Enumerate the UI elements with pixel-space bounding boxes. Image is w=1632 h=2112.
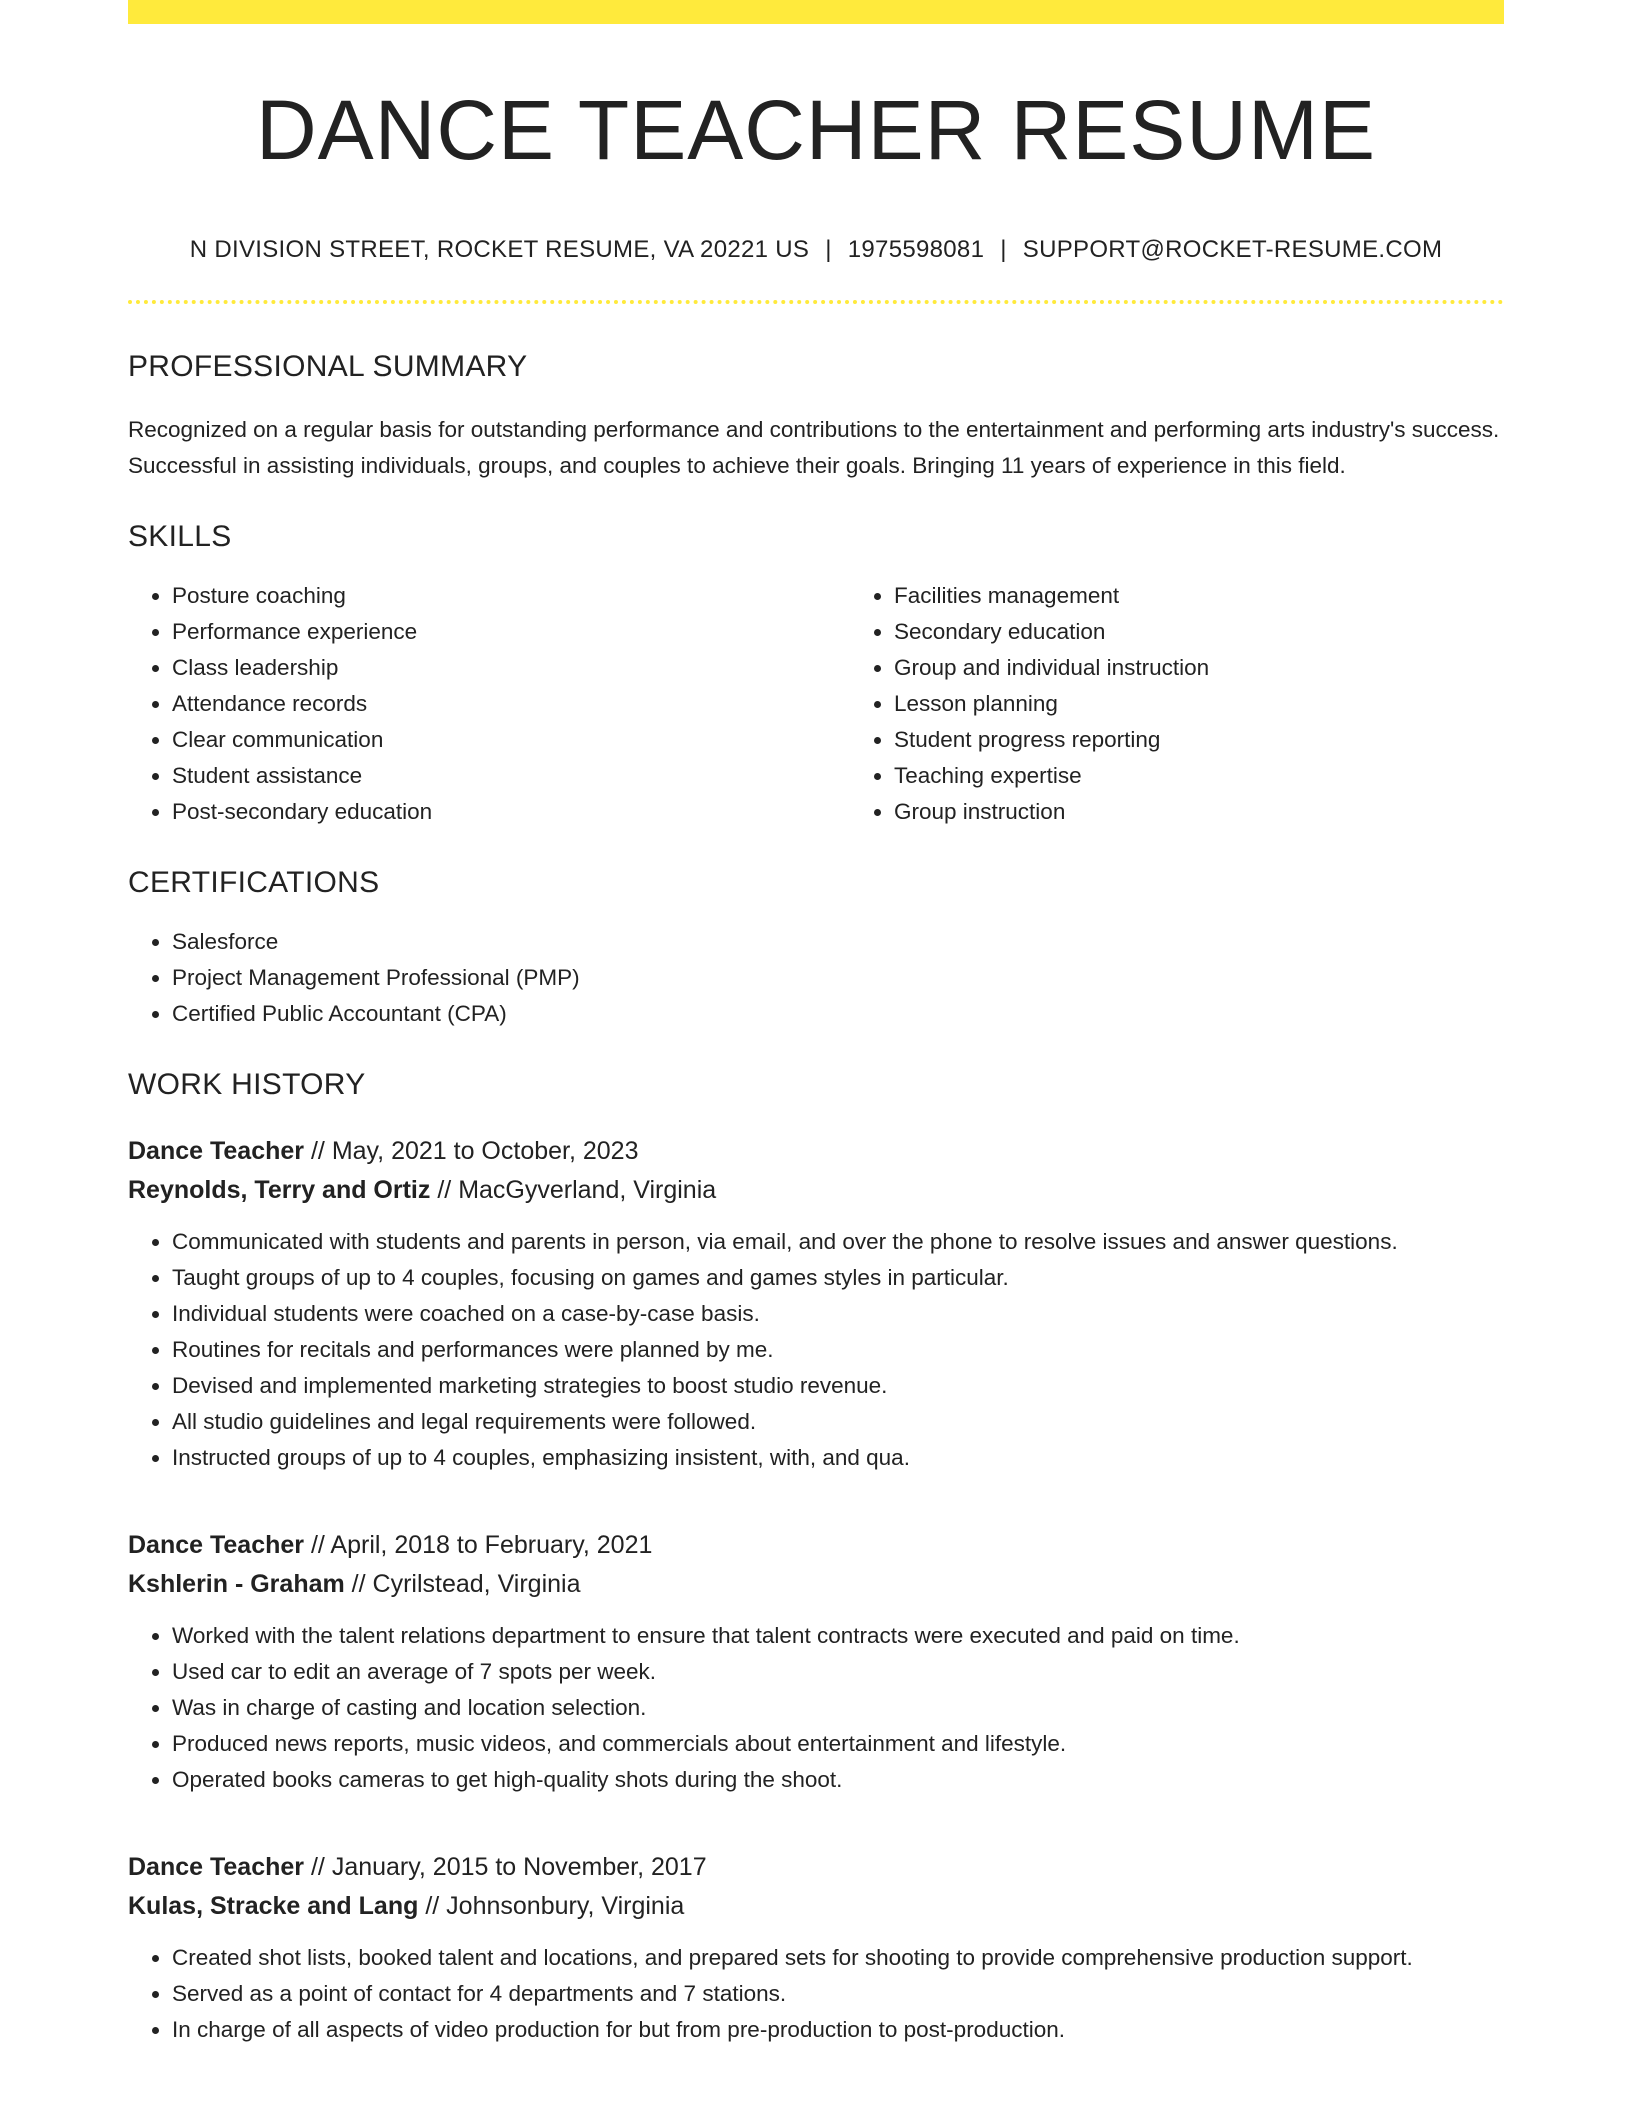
- job-bullet: • Produced news reports, music videos, and commercials about entertainment and lifestyle.: [172, 1726, 1504, 1762]
- certifications-section: [128, 866, 1504, 1032]
- skill-item: • Secondary education: [894, 614, 1572, 650]
- job-bullet: • Worked with the talent relations department to ensure that talent contracts were executed and paid on time.: [172, 1618, 1504, 1654]
- certification-item: • Certified Public Accountant (CPA): [172, 996, 1504, 1032]
- skill-item: • Group and individual instruction: [894, 650, 1572, 686]
- job-entry: [128, 1132, 1504, 1476]
- job-separator: //: [304, 1137, 332, 1166]
- contact-address: N DIVISION STREET, ROCKET RESUME, VA 20221 US: [189, 236, 810, 264]
- dotted-divider: [128, 300, 1504, 304]
- certification-item: • Project Management Professional (PMP): [172, 960, 1504, 996]
- accent-top-bar: [128, 0, 1504, 24]
- contact-email: SUPPORT@ROCKET-RESUME.COM: [1022, 236, 1443, 264]
- job-bullet: • Operated books cameras to get high-quality shots during the shoot.: [172, 1762, 1504, 1798]
- skill-item: • Performance experience: [172, 614, 850, 650]
- job-separator: //: [304, 1853, 332, 1882]
- job-title-line: [128, 1526, 1504, 1565]
- section-heading-skills: SKILLS: [128, 520, 232, 554]
- job-bullet: • Routines for recitals and performances were planned by me.: [172, 1332, 1504, 1368]
- job-bullet: • Used car to edit an average of 7 spots per week.: [172, 1654, 1504, 1690]
- contact-separator: |: [1000, 236, 1007, 264]
- job-dates: April, 2018 to February, 2021: [330, 1531, 653, 1560]
- contact-line: [128, 236, 1504, 264]
- job-bullet: • Devised and implemented marketing strategies to boost studio revenue.: [172, 1368, 1504, 1404]
- job-bullets: [128, 1618, 1504, 1798]
- skill-item: • Student progress reporting: [894, 722, 1572, 758]
- job-separator: //: [344, 1570, 373, 1599]
- job-title-line: [128, 1132, 1504, 1171]
- job-dates: January, 2015 to November, 2017: [331, 1853, 707, 1882]
- skill-item: • Class leadership: [172, 650, 850, 686]
- job-bullet: • In charge of all aspects of video production for but from pre-production to post-production.: [172, 2012, 1504, 2048]
- job-location: Johnsonbury, Virginia: [446, 1892, 685, 1921]
- skill-item: • Clear communication: [172, 722, 850, 758]
- section-heading-work-history: WORK HISTORY: [128, 1068, 366, 1102]
- section-heading-certifications: CERTIFICATIONS: [128, 866, 380, 900]
- job-separator: //: [304, 1531, 331, 1560]
- job-title: Dance Teacher: [128, 1137, 305, 1166]
- skill-item: • Student assistance: [172, 758, 850, 794]
- work-history-section: [128, 1068, 1504, 2048]
- skills-columns: [128, 578, 1504, 830]
- job-title-line: [128, 1848, 1504, 1887]
- skill-item: • Posture coaching: [172, 578, 850, 614]
- certification-item: • Salesforce: [172, 924, 1504, 960]
- job-company: Reynolds, Terry and Ortiz: [128, 1176, 431, 1205]
- resume-title: DANCE TEACHER RESUME: [256, 83, 1376, 177]
- skill-item: • Attendance records: [172, 686, 850, 722]
- section-heading-summary: PROFESSIONAL SUMMARY: [128, 350, 528, 384]
- summary-text: Recognized on a regular basis for outstanding performance and contributions to the entertainment and performing arts industry's success. Successful in assisting individuals, groups, and couples to achieve their goals. Bringing 11 years of experience in this field.: [128, 417, 1500, 479]
- job-bullet: • Individual students were coached on a case-by-case basis.: [172, 1296, 1504, 1332]
- job-title: Dance Teacher: [128, 1531, 305, 1560]
- contact-separator: |: [825, 236, 832, 264]
- job-bullet: • Instructed groups of up to 4 couples, emphasizing insistent, with, and qua.: [172, 1440, 1504, 1476]
- job-bullet: • Was in charge of casting and location selection.: [172, 1690, 1504, 1726]
- job-title: Dance Teacher: [128, 1853, 305, 1882]
- resume-page: [128, 0, 1504, 2048]
- job-location: Cyrilstead, Virginia: [372, 1570, 581, 1599]
- job-company-line: [128, 1565, 1504, 1604]
- job-company: Kulas, Stracke and Lang: [128, 1892, 419, 1921]
- job-entry: [128, 1526, 1504, 1798]
- certifications-list: [128, 924, 1504, 1032]
- job-dates: May, 2021 to October, 2023: [331, 1137, 639, 1166]
- professional-summary-section: [128, 350, 1504, 484]
- skills-list-right: [850, 578, 1572, 830]
- job-separator: //: [418, 1892, 447, 1921]
- job-bullet: • Served as a point of contact for 4 departments and 7 stations.: [172, 1976, 1504, 2012]
- job-bullet: • Communicated with students and parents in person, via email, and over the phone to resolve issues and answer questions.: [172, 1224, 1504, 1260]
- job-company-line: [128, 1171, 1504, 1210]
- job-bullets: [128, 1940, 1504, 2048]
- skill-item: • Group instruction: [894, 794, 1572, 830]
- jobs-container: [128, 1132, 1504, 2048]
- job-bullets: [128, 1224, 1504, 1476]
- skill-item: • Post-secondary education: [172, 794, 850, 830]
- job-bullet: • All studio guidelines and legal requirements were followed.: [172, 1404, 1504, 1440]
- job-company-line: [128, 1887, 1504, 1926]
- job-company: Kshlerin - Graham: [128, 1570, 345, 1599]
- job-location: MacGyverland, Virginia: [458, 1176, 717, 1205]
- skill-item: • Lesson planning: [894, 686, 1572, 722]
- skills-list-left: [128, 578, 850, 830]
- job-entry: [128, 1848, 1504, 2048]
- job-bullet: • Taught groups of up to 4 couples, focusing on games and games styles in particular.: [172, 1260, 1504, 1296]
- contact-phone: 1975598081: [847, 236, 985, 264]
- job-bullet: • Created shot lists, booked talent and locations, and prepared sets for shooting to provide comprehensive production support.: [172, 1940, 1504, 1976]
- job-separator: //: [430, 1176, 459, 1205]
- skill-item: • Teaching expertise: [894, 758, 1572, 794]
- skill-item: • Facilities management: [894, 578, 1572, 614]
- skills-section: [128, 520, 1504, 830]
